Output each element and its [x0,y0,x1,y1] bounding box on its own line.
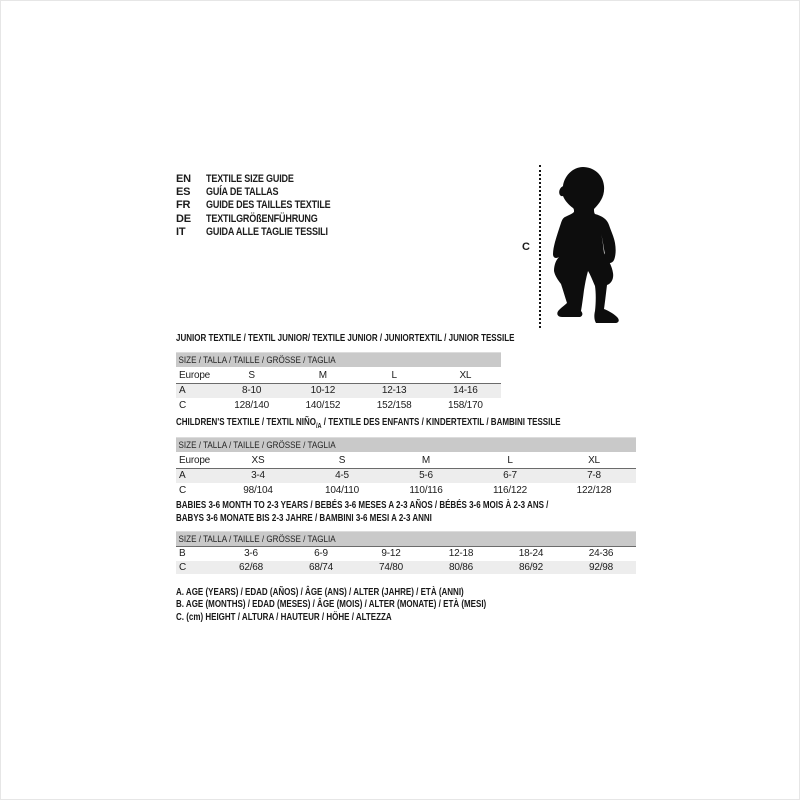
row-label: A [179,470,186,482]
row-label: B [179,548,186,560]
height-cell: 116/122 [492,484,527,496]
size-cell: S [248,369,255,381]
age-cell: 4-5 [335,470,349,482]
row-label: C [179,484,187,496]
height-cell: 62/68 [238,561,264,573]
height-cell: 122/128 [576,484,612,496]
height-cell: 158/170 [448,399,483,411]
row-label: C [179,561,187,573]
language-code: FR [176,199,191,212]
size-header-bar [176,437,636,452]
age-cell: 9-12 [381,548,401,560]
height-cell: 104/110 [324,484,359,496]
section-title-junior: JUNIOR TEXTILE / TEXTIL JUNIOR/ TEXTILE JUNIOR / JUNIORTEXTIL / JUNIOR TESSILE [176,333,515,344]
children-size-table [176,437,636,498]
size-cell: XL [588,454,600,466]
language-title: GUIDA ALLE TAGLIE TESSILI [206,226,328,239]
language-list [176,172,358,239]
size-cell: XL [459,369,472,381]
row-label: Europe [179,454,211,466]
size-header-text: SIZE / TALLA / TAILLE / GRÖSSE / TAGLIA [178,439,336,451]
height-measure-dotted-line [539,165,541,328]
size-cell: M [421,454,431,466]
age-cell: 24-36 [588,548,614,560]
language-code: ES [176,186,191,199]
age-cell: 6-7 [503,470,517,482]
language-code: IT [176,226,186,239]
age-cell: 8-10 [242,385,262,397]
language-title: GUÍA DE TALLAS [206,186,279,199]
size-cell: M [318,369,327,381]
age-cell: 14-16 [453,385,478,397]
language-row-de [176,212,358,225]
age-cell: 6-9 [314,548,328,560]
language-row-it [176,226,358,239]
legend-note-a: A. AGE (YEARS) / EDAD (AÑOS) / ÂGE (ANS) / ALTER (JAHRE) / ETÀ (ANNI) [176,587,464,598]
language-code: EN [176,172,191,185]
size-header-text: SIZE / TALLA / TAILLE / GRÖSSE / TAGLIA [178,354,336,366]
height-cell: 110/116 [409,484,443,496]
row-label: Europe [179,369,211,381]
section-title-line1: BABIES 3-6 MONTH TO 2-3 YEARS / BEBÉS 3-6 MESES A 2-3 AÑOS / BÉBÉS 3-6 MOIS À 2-3 ANS / [176,500,549,511]
size-cell: L [507,454,513,466]
age-cell: 7-8 [587,470,601,482]
section-title-part: / TEXTILE DES ENFANTS / KINDERTEXTIL / BAMBINI TESSILE [321,417,561,428]
section-title-line2: BABYS 3-6 MONATE BIS 2-3 JAHRE / BAMBINI 3-6 MESI A 2-3 ANNI [176,513,432,524]
legend-notes [176,587,564,624]
age-cell: 12-13 [381,385,407,397]
legend-note-b: B. AGE (MONTHS) / EDAD (MESES) / ÂGE (MOIS) / ALTER (MONATE) / ETÀ (MESI) [176,599,487,611]
section-title-babies [176,499,548,525]
junior-size-table [176,352,501,413]
age-cell: 3-4 [251,470,265,482]
language-row-en [176,172,358,185]
table-row-age [176,384,501,399]
table-row-height [176,483,636,498]
age-cell: 10-12 [310,385,336,397]
section-title-subscript: /A [315,423,322,430]
table-row-europe [176,368,501,384]
language-row-fr [176,199,358,212]
size-header-bar [176,352,501,367]
height-cell: 98/104 [243,484,273,496]
language-title: TEXTILE SIZE GUIDE [206,172,294,185]
language-title: GUIDE DES TAILLES TEXTILE [206,199,331,212]
height-cell: 86/92 [518,561,544,573]
height-cell: 140/152 [305,399,341,411]
height-measure-label: C [522,241,530,253]
age-cell: 3-6 [244,548,258,560]
table-row-height [176,561,636,575]
row-label: A [179,385,186,397]
toddler-silhouette-icon [547,166,623,327]
section-title-part: CHILDREN'S TEXTILE / TEXTIL NIÑO [176,417,316,428]
size-cell: L [391,369,397,381]
height-cell: 80/86 [448,561,474,573]
height-cell: 92/98 [588,561,614,573]
height-cell: 128/140 [234,399,269,411]
height-cell: 152/158 [376,399,412,411]
table-row-age-months [176,547,636,561]
age-cell: 18-24 [518,548,544,560]
language-title: TEXTILGRÖßENFÜHRUNG [206,212,318,225]
size-header-text: SIZE / TALLA / TAILLE / GRÖSSE / TAGLIA [178,533,336,545]
table-row-age [176,469,636,484]
height-cell: 74/80 [378,561,404,573]
table-row-height [176,398,501,413]
size-header-bar [176,531,636,547]
section-title-children [176,417,561,430]
babies-size-table [176,531,636,574]
row-label: C [179,399,187,411]
language-row-es [176,185,358,198]
size-cell: S [338,454,346,466]
age-cell: 12-18 [448,548,474,560]
height-cell: 68/74 [308,561,334,573]
size-cell: XS [251,454,265,466]
table-row-europe [176,453,636,469]
legend-note-c: C. (cm) HEIGHT / ALTURA / HAUTEUR / HÖHE / ALTEZZA [176,611,392,623]
age-cell: 5-6 [419,470,433,482]
language-code: DE [176,212,191,225]
